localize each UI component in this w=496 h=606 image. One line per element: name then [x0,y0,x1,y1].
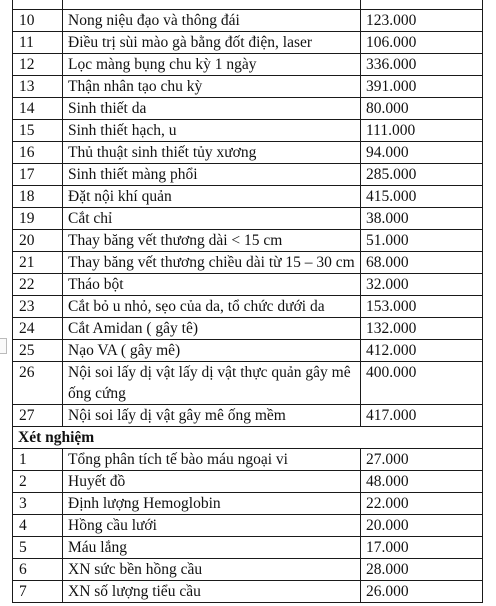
row-price: 94.000 [361,142,483,164]
row-number: 2 [13,471,63,493]
row-service-name: Tháo bột [63,274,361,296]
row-service-name: Hồng cầu lưới [63,515,361,537]
row-price: 400.000 [361,362,483,405]
table-row [13,559,483,581]
table-row [13,362,483,405]
table-row [13,230,483,252]
margin-marker [0,338,7,354]
table-row [13,405,483,427]
table-row [13,54,483,76]
table-row [13,164,483,186]
row-service-name: Thủ thuật sinh thiết tủy xương [63,142,361,164]
table-row-clipped [13,0,483,10]
row-price: 32.000 [361,274,483,296]
table-row [13,537,483,559]
table-row [13,120,483,142]
row-service-name: XN số lượng tiểu cầu [63,581,361,603]
section-title: Xét nghiệm [13,427,483,449]
price-table-page [12,0,482,603]
row-number: 3 [13,493,63,515]
row-service-name: Điều trị sùi mào gà bằng đốt điện, laser [63,32,361,54]
row-price: 20.000 [361,515,483,537]
table-row [13,318,483,340]
row-price: 336.000 [361,54,483,76]
procedure-rows [13,0,483,427]
row-service-name: Thận nhân tạo chu kỳ [63,76,361,98]
row-number: 20 [13,230,63,252]
row-service-name: Lọc màng bụng chu kỳ 1 ngày [63,54,361,76]
row-price: 132.000 [361,318,483,340]
row-service-name: Nội soi lấy dị vật gây mê ống mềm [63,405,361,427]
row-service-name: Nạo VA ( gây mê) [63,340,361,362]
row-service-name: Nong niệu đạo và thông đái [63,10,361,32]
row-price: 111.000 [361,120,483,142]
row-number: 1 [13,449,63,471]
table-row [13,98,483,120]
row-price: 28.000 [361,559,483,581]
table-row [13,10,483,32]
table-row [13,449,483,471]
row-number: 5 [13,537,63,559]
row-number: 7 [13,581,63,603]
table-row [13,340,483,362]
row-price: 412.000 [361,340,483,362]
row-number: 11 [13,32,63,54]
table-row [13,32,483,54]
table-row [13,296,483,318]
row-price: 68.000 [361,252,483,274]
row-service-name: Thay băng vết thương chiều dài từ 15 – 30 cm [63,252,361,274]
row-price: 26.000 [361,581,483,603]
row-number: 16 [13,142,63,164]
row-price: 22.000 [361,493,483,515]
section-lab [13,427,483,449]
row-price: 153.000 [361,296,483,318]
row-price: 391.000 [361,76,483,98]
row-number: 4 [13,515,63,537]
row-price: 51.000 [361,230,483,252]
row-service-name: Huyết đồ [63,471,361,493]
table-row [13,274,483,296]
row-number: 14 [13,98,63,120]
row-price: 415.000 [361,186,483,208]
row-price: 38.000 [361,208,483,230]
row-price: 80.000 [361,98,483,120]
table-row [13,471,483,493]
table-row [13,76,483,98]
row-number: 25 [13,340,63,362]
row-number: 23 [13,296,63,318]
row-price: 27.000 [361,449,483,471]
row-number: 18 [13,186,63,208]
row-price: 106.000 [361,32,483,54]
row-service-name: Cắt chỉ [63,208,361,230]
row-number: 24 [13,318,63,340]
section-header-row [13,427,483,449]
row-number: 27 [13,405,63,427]
row-number: 26 [13,362,63,405]
table-row [13,208,483,230]
row-price: 17.000 [361,537,483,559]
table-row [13,515,483,537]
table-row [13,252,483,274]
row-number: 17 [13,164,63,186]
row-price: 285.000 [361,164,483,186]
row-number: 12 [13,54,63,76]
table-row [13,142,483,164]
table-row [13,186,483,208]
row-number: 10 [13,10,63,32]
row-service-name: Nội soi lấy dị vật lấy dị vật thực quản gây mê ống cứng [63,362,361,405]
lab-rows [13,449,483,603]
row-service-name: Cắt Amidan ( gây tê) [63,318,361,340]
row-service-name: Đặt nội khí quản [63,186,361,208]
row-service-name: Tổng phân tích tế bào máu ngoại vi [63,449,361,471]
row-number: 6 [13,559,63,581]
row-number: 22 [13,274,63,296]
row-price: 48.000 [361,471,483,493]
row-service-name: Thay băng vết thương dài < 15 cm [63,230,361,252]
row-number: 13 [13,76,63,98]
row-number: 21 [13,252,63,274]
row-service-name: XN sức bền hồng cầu [63,559,361,581]
row-service-name: Định lượng Hemoglobin [63,493,361,515]
row-price: 123.000 [361,10,483,32]
row-number: 19 [13,208,63,230]
row-number: 15 [13,120,63,142]
row-service-name: Sinh thiết màng phổi [63,164,361,186]
table-row [13,493,483,515]
price-table [12,0,483,603]
row-service-name: Cắt bỏ u nhỏ, sẹo của da, tổ chức dưới da [63,296,361,318]
row-service-name: Sinh thiết da [63,98,361,120]
table-row [13,581,483,603]
row-service-name: Sinh thiết hạch, u [63,120,361,142]
row-service-name: Máu lắng [63,537,361,559]
row-price: 417.000 [361,405,483,427]
